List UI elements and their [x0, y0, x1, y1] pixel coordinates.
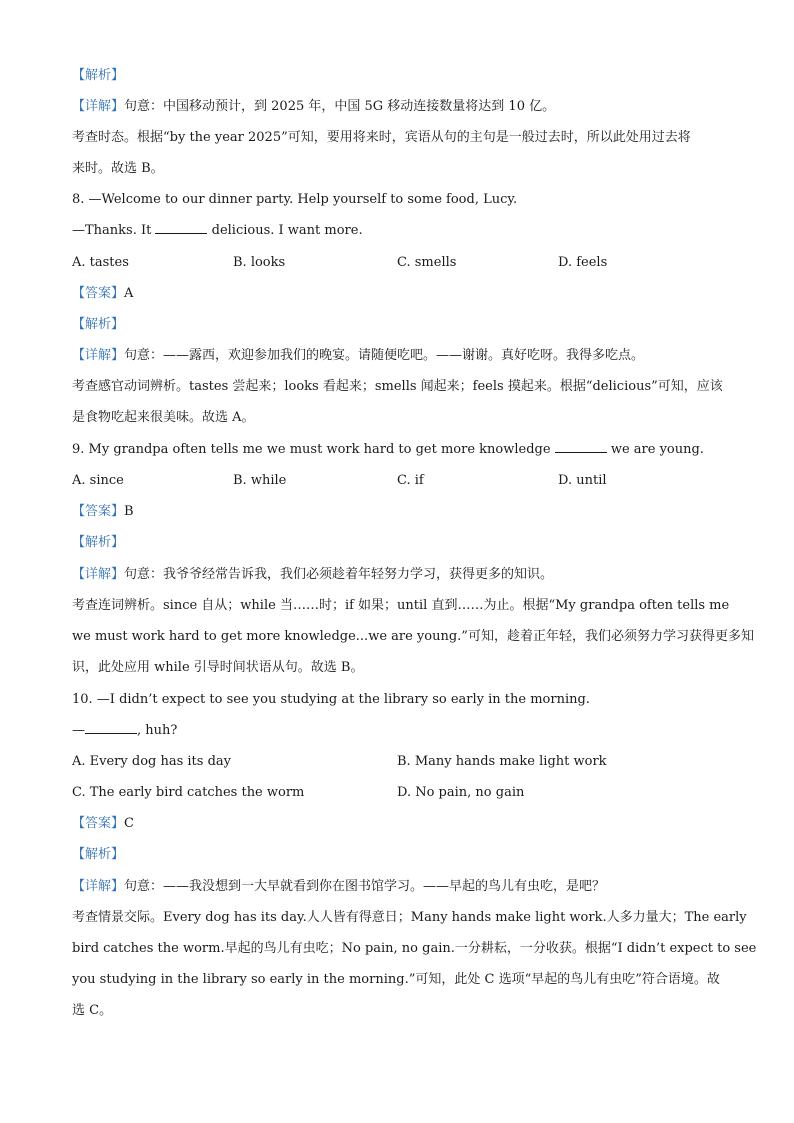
- option-b: B. looks: [233, 255, 286, 270]
- explanation-line: 考查连词辨析。since 自从；while 当……时；if 如果；until 直到……为止。根据“My grandpa often tells me: [72, 598, 730, 613]
- option-a: A. tastes: [72, 255, 129, 270]
- explanation-line: 识，此处应用 while 引导时间状语从句。故选 B。: [72, 660, 364, 675]
- reply-text: —Thanks. It: [72, 223, 156, 238]
- question-8-stem: 8. —Welcome to our dinner party. Help yourself to some food, Lucy.: [72, 192, 518, 207]
- answer-label: 【答案】: [72, 816, 125, 831]
- stem-text: we are young.: [606, 442, 704, 457]
- answer-value: A: [124, 286, 134, 301]
- explanation-line: 考查感官动词辨析。tastes 尝起来；looks 看起来；smells 闻起来；feels 摸起来。根据“delicious”可知，应该: [72, 379, 723, 394]
- detail-paragraph: [72, 347, 644, 365]
- detail-paragraph: [72, 566, 553, 584]
- detail-text: 句意：——露西，欢迎参加我们的晚宴。请随便吃吧。——谢谢。真好吃呀。我得多吃点。: [124, 348, 645, 363]
- stem-text: 9. My grandpa often tells me we must work hard to get more knowledge: [72, 442, 555, 457]
- option-b: B. Many hands make light work: [397, 754, 607, 769]
- reply-text: —: [72, 723, 85, 738]
- answer-blank: [155, 222, 207, 234]
- detail-label: 【详解】: [72, 99, 125, 114]
- option-c: C. if: [397, 473, 424, 488]
- explanation-line: 考查时态。根据“by the year 2025”可知，要用将来时，宾语从句的主句是一般过去时，所以此处用过去将: [72, 130, 691, 145]
- detail-label: 【详解】: [72, 879, 125, 894]
- detail-paragraph: [72, 878, 605, 896]
- analysis-label: 【解析】: [72, 847, 125, 862]
- answer-blank: [85, 722, 137, 734]
- detail-text: 句意：我爷爷经常告诉我，我们必须趁着年轻努力学习，获得更多的知识。: [124, 567, 554, 582]
- explanation-line: you studying in the library so early in the morning.”可知，此处 C 选项“早起的鸟儿有虫吃”符合语境。故: [72, 972, 720, 987]
- answer-line: [72, 503, 134, 521]
- explanation-line: 是食物吃起来很美味。故选 A。: [72, 410, 255, 425]
- explanation-line: 选 C。: [72, 1003, 113, 1018]
- reply-text: delicious. I want more.: [207, 223, 363, 238]
- option-b: B. while: [233, 473, 287, 488]
- explanation-line: we must work hard to get more knowledge...we are young.”可知，趁着正年轻，我们必须努力学习获得更多知: [72, 629, 754, 644]
- answer-label: 【答案】: [72, 286, 125, 301]
- detail-label: 【详解】: [72, 348, 125, 363]
- option-d: D. No pain, no gain: [397, 785, 525, 800]
- reply-text: , huh?: [137, 723, 178, 738]
- answer-label: 【答案】: [72, 504, 125, 519]
- option-a: A. since: [72, 473, 124, 488]
- answer-line: [72, 285, 133, 303]
- explanation-line: bird catches the worm.早起的鸟儿有虫吃；No pain, no gain.一分耕耘，一分收获。根据“I didn’t expect to see: [72, 941, 757, 956]
- detail-text: 句意：——我没想到一大早就看到你在图书馆学习。——早起的鸟儿有虫吃，是吧？: [124, 879, 606, 894]
- option-a: A. Every dog has its day: [72, 754, 232, 769]
- answer-value: B: [124, 504, 134, 519]
- detail-text: 句意：中国移动预计，到 2025 年，中国 5G 移动连接数量将达到 10 亿。: [124, 99, 556, 114]
- question-10-stem: 10. —I didn’t expect to see you studying at the library so early in the morning.: [72, 692, 590, 707]
- answer-value: C: [124, 816, 134, 831]
- explanation-line: 来时。故选 B。: [72, 161, 164, 176]
- detail-label: 【详解】: [72, 567, 125, 582]
- question-8-reply: [72, 222, 363, 240]
- option-d: D. feels: [558, 255, 608, 270]
- analysis-label: 【解析】: [72, 317, 125, 332]
- option-d: D. until: [558, 473, 607, 488]
- explanation-line: 考查情景交际。Every dog has its day.人人皆有得意日；Many hands make light work.人多力量大；The early: [72, 910, 747, 925]
- answer-blank: [555, 441, 607, 453]
- option-c: C. The early bird catches the worm: [72, 785, 305, 800]
- question-9-stem: [72, 441, 704, 459]
- option-c: C. smells: [397, 255, 457, 270]
- detail-paragraph: [72, 98, 555, 116]
- analysis-label: 【解析】: [72, 535, 125, 550]
- analysis-label: 【解析】: [72, 68, 125, 83]
- question-10-reply: [72, 722, 177, 740]
- answer-line: [72, 815, 134, 833]
